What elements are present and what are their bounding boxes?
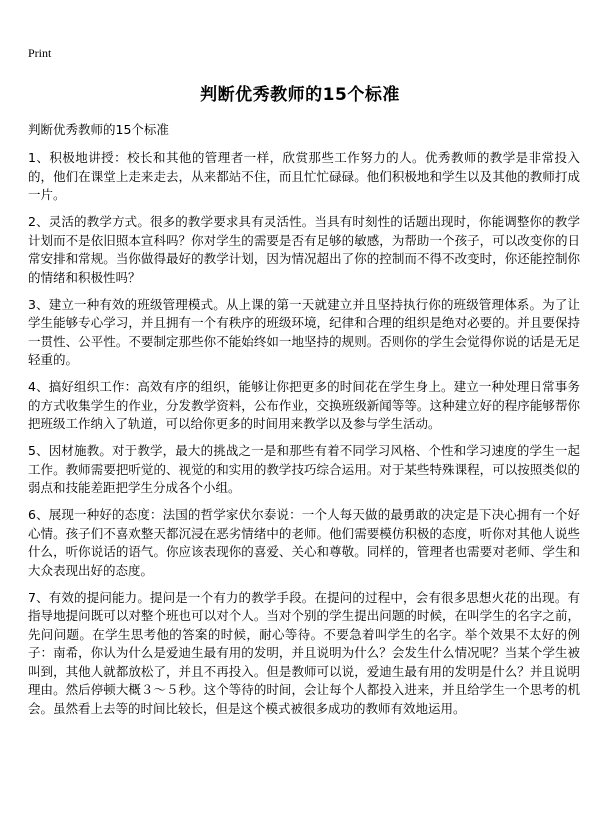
- paragraph-7: 7、有效的提问能力。提问是一个有力的教学手段。在提问的过程中，会有很多思想火花的出现。有指导地提问既可以对整个班也可以对个人。当对个别的学生提出问题的时候，在叫学生的名字之前，先问问题。在学生思考他的答案的时候，耐心等待。不要急着叫学生的名字。举个效果不太好的例子：南希，你认为什么是爱迪生最有用的发明，并且说明为什么？会发生什么情况呢？当某个学生被叫到，其他人就都放松了，并且不再投入。但是教师可以说，爱迪生最有用的发明是什么？并且说明理由。然后停顿大概３～５秒。这个等待的时间，会让每个人都投入进来，并且给学生一个思考的机会。虽然看上去等的时间比较长，但是这个模式被很多成功的教师有效地运用。: [28, 589, 580, 716]
- page-title: 判断优秀教师的15个标准: [200, 85, 400, 105]
- paragraph-3: 3、建立一种有效的班级管理模式。从上课的第一天就建立并且坚持执行你的班级管理体系。为了让学生能够专心学习，并且拥有一个有秩序的班级环境，纪律和合理的组织是绝对必要的。并且要保持一贯性、公平性。不要制定那些你不能始终如一地坚持的规则。否则你的学生会觉得你说的话是无足轻重的。: [28, 296, 580, 367]
- paragraph-2: 2、灵活的教学方式。很多的教学要求具有灵活性。当具有时刻性的话题出现时，你能调整你的教学计划而不是依旧照本宣科吗？你对学生的需要是否有足够的敏感，为帮助一个孩子，可以改变你的日常安排和常规。当你做得最好的教学计划，因为情况超出了你的控制而不得不改变时，你还能控制你的情绪和积极性吗？: [28, 214, 580, 285]
- paragraph-1: 1、积极地讲授：校长和其他的管理者一样，欣赏那些工作努力的人。优秀教师的教学是非常投入的，他们在课堂上走来走去，从来都站不住，而且忙忙碌碌。他们积极地和学生以及其他的教师打成一片。: [28, 150, 580, 202]
- paragraph-6: 6、展现一种好的态度：法国的哲学家伏尔泰说：一个人每天做的最勇敢的决定是下决心拥有一个好心情。孩子们不喜欢整天都沉浸在恶劣情绪中的老师。他们需要模仿积极的态度，听你对其他人说些什么，听你说话的语气。你应该表现你的喜爱、关心和尊敬。同样的，管理者也需要对老师、学生和大众表现出好的态度。: [28, 507, 580, 578]
- paragraph-4: 4、搞好组织工作：高效有序的组织，能够让你把更多的时间花在学生身上。建立一种处理日常事务的方式收集学生的作业，分发教学资料，公布作业，交换班级新闻等等。这种建立好的程序能够帮你把班级工作纳入了轨道，可以给你更多的时间用来教学以及参与学生活动。: [28, 379, 580, 431]
- article-body: [28, 120, 580, 727]
- article-subtitle: 判断优秀教师的15个标准: [28, 122, 169, 137]
- paragraph-5: 5、因材施教。对于教学，最大的挑战之一是和那些有着不同学习风格、个性和学习速度的学生一起工作。教师需要把听觉的、视觉的和实用的教学技巧综合运用。对于某些特殊课程，可以按照类似的弱点和技能差距把学生分成各个小组。: [28, 443, 580, 495]
- print-link[interactable]: Print: [28, 46, 52, 60]
